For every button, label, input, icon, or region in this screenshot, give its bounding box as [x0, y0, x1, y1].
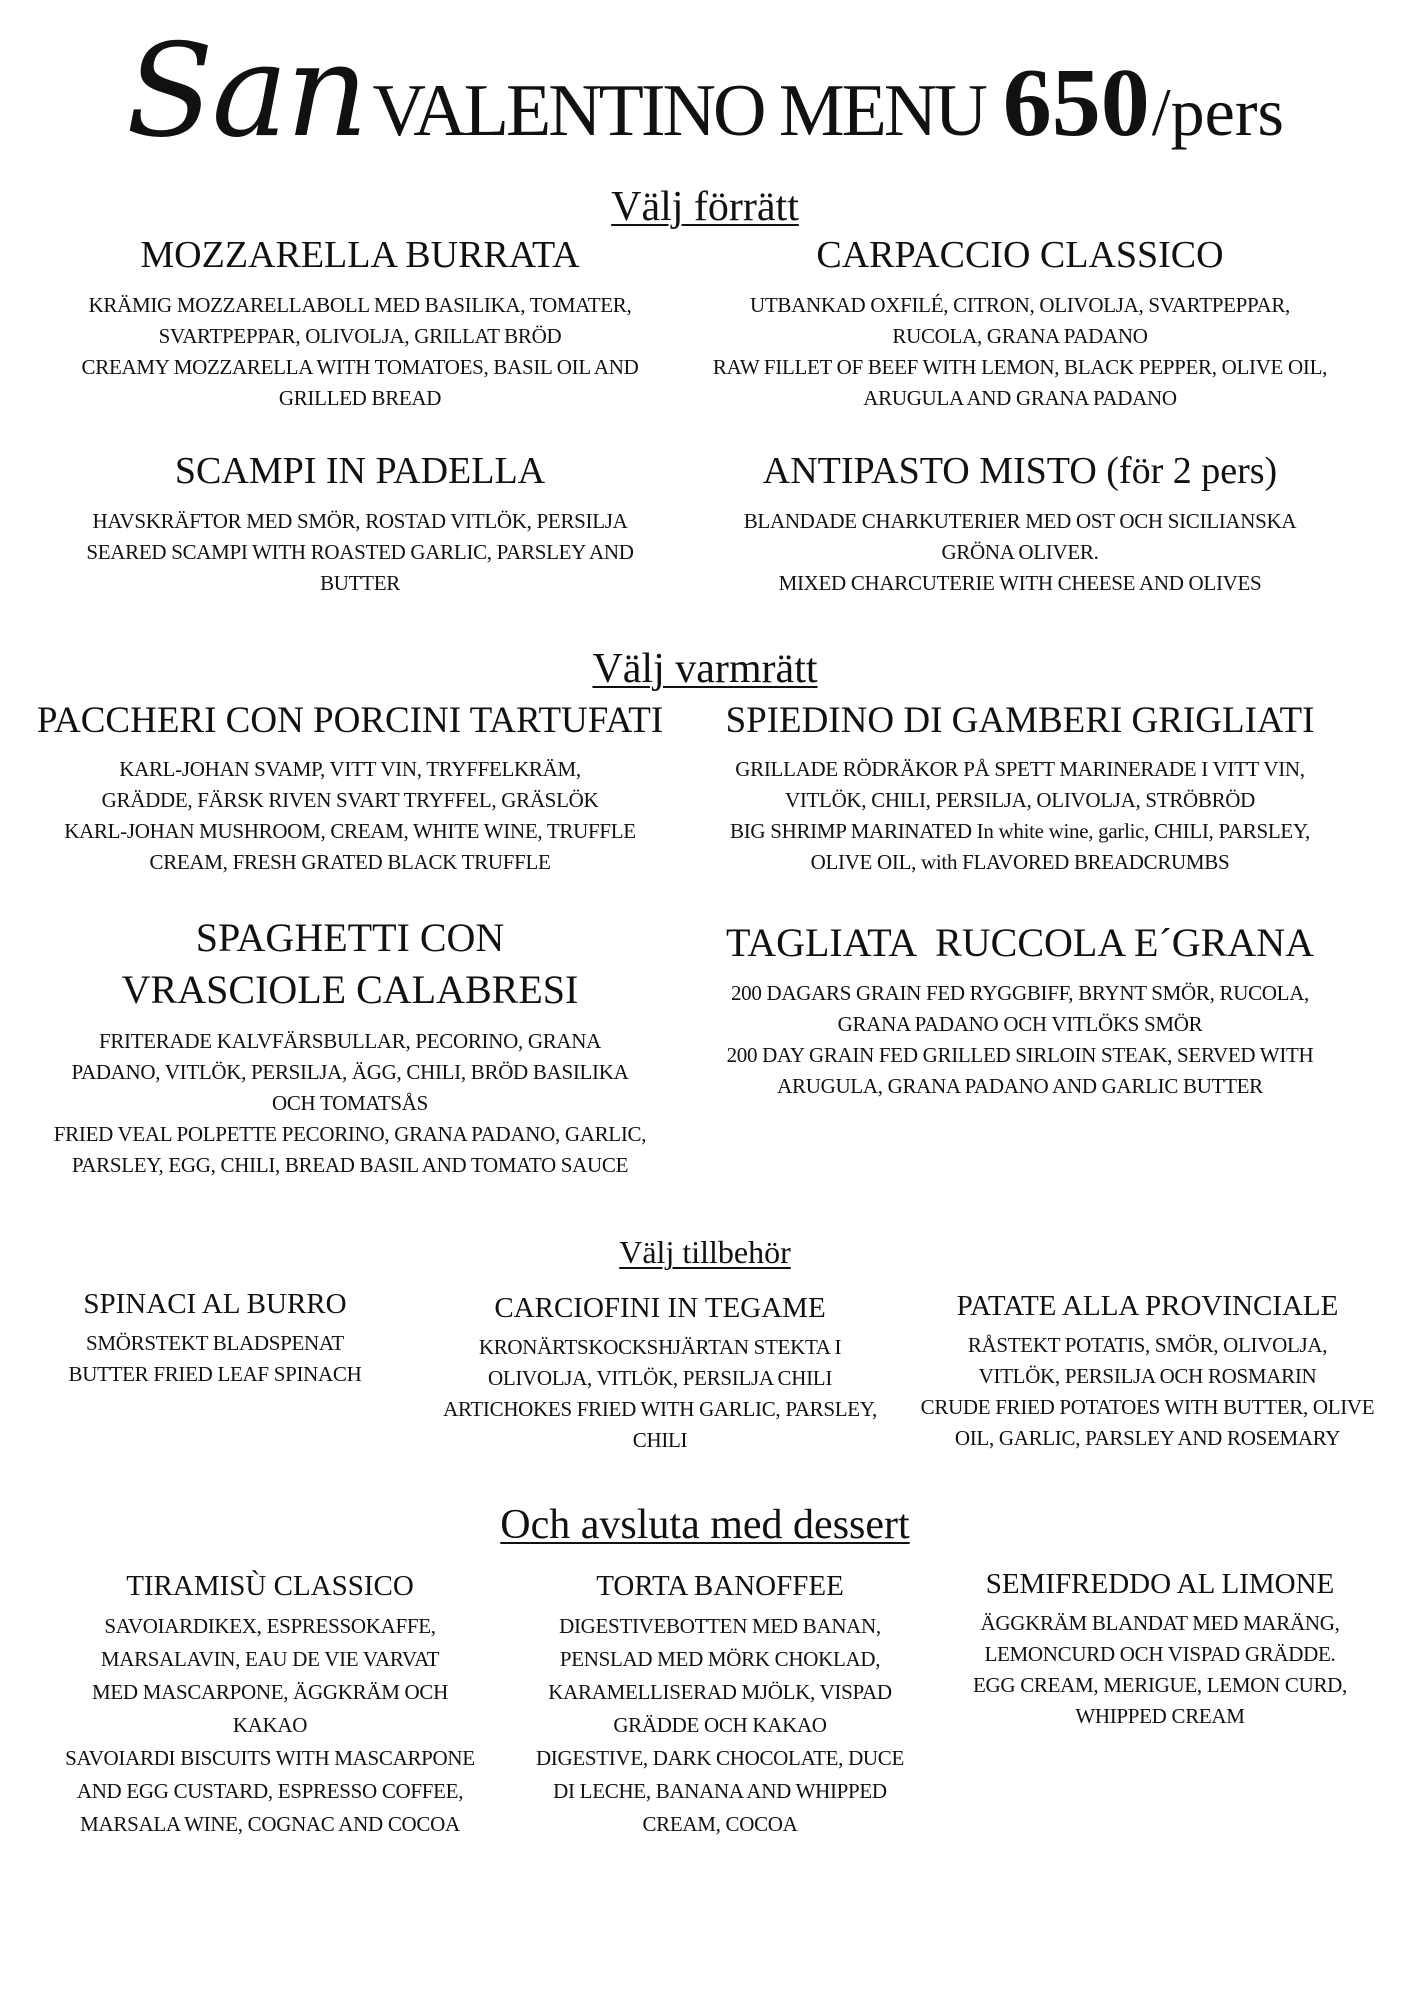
- dish-desc-sv: SAVOIARDIKEX, ESPRESSOKAFFE, MARSALAVIN, EAU DE VIE VARVAT MED MASCARPONE, ÄGGKRÄM OCH KAKAO: [92, 1614, 448, 1738]
- dish-desc-en: SAVOIARDI BISCUITS WITH MASCARPONE AND EGG CUSTARD, ESPRESSO COFFEE, MARSALA WINE, COGNAC AND COCOA: [65, 1746, 475, 1837]
- dish-name: SEMIFREDDO AL LIMONE: [985, 1568, 1335, 1600]
- dish-name: CARCIOFINI IN TEGAME: [494, 1292, 826, 1324]
- dish-desc-sv: RÅSTEKT POTATIS, SMÖR, OLIVOLJA, VITLÖK, PERSILJA OCH ROSMARIN: [967, 1333, 1328, 1389]
- dish-name: PATATE ALLA PROVINCIALE: [956, 1290, 1339, 1322]
- dish-desc-en: CREAMY MOZZARELLA WITH TOMATOES, BASIL OIL AND GRILLED BREAD: [81, 354, 639, 410]
- dessert-torta-banoffee: [505, 1568, 935, 1841]
- menu-price-unit: /pers: [1151, 74, 1284, 150]
- dessert-semifreddo-al-limone: [940, 1566, 1380, 1732]
- dish-desc-en: EGG CREAM, MERIGUE, LEMON CURD, WHIPPED CREAM: [973, 1673, 1347, 1729]
- dish-name: TIRAMISÙ CLASSICO: [126, 1570, 414, 1602]
- dish-desc-sv: UTBANKAD OXFILÉ, CITRON, OLIVOLJA, SVARTPEPPAR, RUCOLA, GRANA PADANO: [749, 292, 1291, 348]
- dish-desc-sv: ÄGGKRÄM BLANDAT MED MARÄNG, LEMONCURD OCH VISPAD GRÄDDE.: [980, 1611, 1340, 1667]
- dish-desc-sv: KRÄMIG MOZZARELLABOLL MED BASILIKA, TOMATER, SVARTPEPPAR, OLIVOLJA, GRILLAT BRÖD: [88, 292, 632, 348]
- dish-desc-sv: GRILLADE RÖDRÄKOR PÅ SPETT MARINERADE I VITT VIN, VITLÖK, CHILI, PERSILJA, OLIVOLJA, STRÖBRÖD: [735, 757, 1305, 813]
- dish-desc-sv: BLANDADE CHARKUTERIER MED OST OCH SICILIANSKA GRÖNA OLIVER.: [743, 508, 1297, 564]
- dessert-tiramisu-classico: [40, 1568, 500, 1841]
- dish-desc-sv: SMÖRSTEKT BLADSPENAT: [86, 1331, 344, 1356]
- side-spinaci-al-burro: [20, 1286, 410, 1390]
- starter-mozzarella-burrata: [40, 232, 680, 414]
- sides-heading: Välj tillbehör: [619, 1234, 791, 1270]
- title-caps-part: VALENTINO MENU: [372, 70, 985, 152]
- dish-desc-en: ARTICHOKES FRIED WITH GARLIC, PARSLEY, CHILI: [443, 1397, 877, 1453]
- dish-desc-en: CRUDE FRIED POTATOES WITH BUTTER, OLIVE OIL, GARLIC, PARSLEY AND ROSEMARY: [920, 1395, 1375, 1451]
- dish-name: SPIEDINO DI GAMBERI GRIGLIATI: [725, 700, 1315, 741]
- dish-desc-sv: FRITERADE KALVFÄRSBULLAR, PECORINO, GRANA PADANO, VITLÖK, PERSILJA, ÄGG, CHILI, BRÖD BASILIKA OCH TOMATSÅS: [71, 1029, 629, 1115]
- dish-desc-en: BIG SHRIMP MARINATED In white wine, garlic, CHILI, PARSLEY, OLIVE OIL, with FLAVORED BREADCRUMBS: [729, 819, 1311, 875]
- side-carciofini-in-tegame: [420, 1290, 900, 1456]
- dish-name: SCAMPI IN PADELLA: [174, 450, 546, 492]
- dish-name: TORTA BANOFFEE: [596, 1570, 844, 1602]
- dish-desc-en: 200 DAY GRAIN FED GRILLED SIRLOIN STEAK, SERVED WITH ARUGULA, GRANA PADANO AND GARLIC BUTTER: [726, 1043, 1314, 1098]
- dish-desc-en: SEARED SCAMPI WITH ROASTED GARLIC, PARSLEY AND BUTTER: [86, 539, 634, 595]
- dish-name: MOZZARELLA BURRATA: [140, 234, 580, 276]
- starter-antipasto-misto: [700, 448, 1340, 599]
- starters-heading: Välj förrätt: [611, 184, 799, 230]
- main-tagliata: [690, 918, 1350, 1102]
- dish-desc-en: DIGESTIVE, DARK CHOCOLATE, DUCE DI LECHE, BANANA AND WHIPPED CREAM, COCOA: [535, 1746, 905, 1837]
- dish-name: SPINACI AL BURRO: [83, 1288, 347, 1320]
- dish-desc-en: RAW FILLET OF BEEF WITH LEMON, BLACK PEPPER, OLIVE OIL, ARUGULA AND GRANA PADANO: [712, 354, 1328, 410]
- main-spiedino-di-gamberi: [690, 698, 1350, 878]
- side-patate-alla-provinciale: [900, 1288, 1395, 1454]
- dish-desc-sv: KARL-JOHAN SVAMP, VITT VIN, TRYFFELKRÄM, GRÄDDE, FÄRSK RIVEN SVART TRYFFEL, GRÄSLÖK: [101, 757, 599, 813]
- dish-name: SPAGHETTI CON VRASCIOLE CALABRESI: [121, 915, 579, 1012]
- dish-desc-sv: 200 DAGARS GRAIN FED RYGGBIFF, BRYNT SMÖR, RUCOLA, GRANA PADANO OCH VITLÖKS SMÖR: [730, 981, 1310, 1036]
- starter-scampi-in-padella: [40, 448, 680, 599]
- main-spaghetti-vrasciole: [20, 912, 680, 1181]
- dish-name: ANTIPASTO MISTO (för 2 pers): [762, 450, 1278, 492]
- dish-desc-en: FRIED VEAL POLPETTE PECORINO, GRANA PADANO, GARLIC, PARSLEY, EGG, CHILI, BREAD BASIL AND TOMATO SAUCE: [53, 1122, 647, 1177]
- main-paccheri: [20, 698, 680, 878]
- menu-price: 650: [1002, 49, 1150, 157]
- mains-heading: Välj varmrätt: [592, 646, 818, 692]
- dish-desc-sv: HAVSKRÄFTOR MED SMÖR, ROSTAD VITLÖK, PERSILJA: [92, 508, 628, 533]
- dish-name: TAGLIATA RUCCOLA E´GRANA: [725, 920, 1315, 965]
- dish-desc-en: KARL-JOHAN MUSHROOM, CREAM, WHITE WINE, TRUFFLE CREAM, FRESH GRATED BLACK TRUFFLE: [64, 819, 636, 875]
- dish-desc-en: MIXED CHARCUTERIE WITH CHEESE AND OLIVES: [778, 570, 1262, 595]
- dish-desc-en: BUTTER FRIED LEAF SPINACH: [68, 1362, 362, 1387]
- dish-name: PACCHERI CON PORCINI TARTUFATI: [36, 700, 664, 741]
- desserts-heading: Och avsluta med dessert: [500, 1502, 910, 1548]
- dish-desc-sv: KRONÄRTSKOCKSHJÄRTAN STEKTA I OLIVOLJA, VITLÖK, PERSILJA CHILI: [478, 1335, 842, 1391]
- menu-title: [0, 17, 1410, 166]
- dish-name: CARPACCIO CLASSICO: [816, 234, 1224, 276]
- dish-desc-sv: DIGESTIVEBOTTEN MED BANAN, PENSLAD MED MÖRK CHOKLAD, KARAMELLISERAD MJÖLK, VISPAD GRÄDDE OCH KAKAO: [548, 1614, 892, 1738]
- title-script-part: San: [126, 17, 367, 166]
- starter-carpaccio-classico: [700, 232, 1340, 414]
